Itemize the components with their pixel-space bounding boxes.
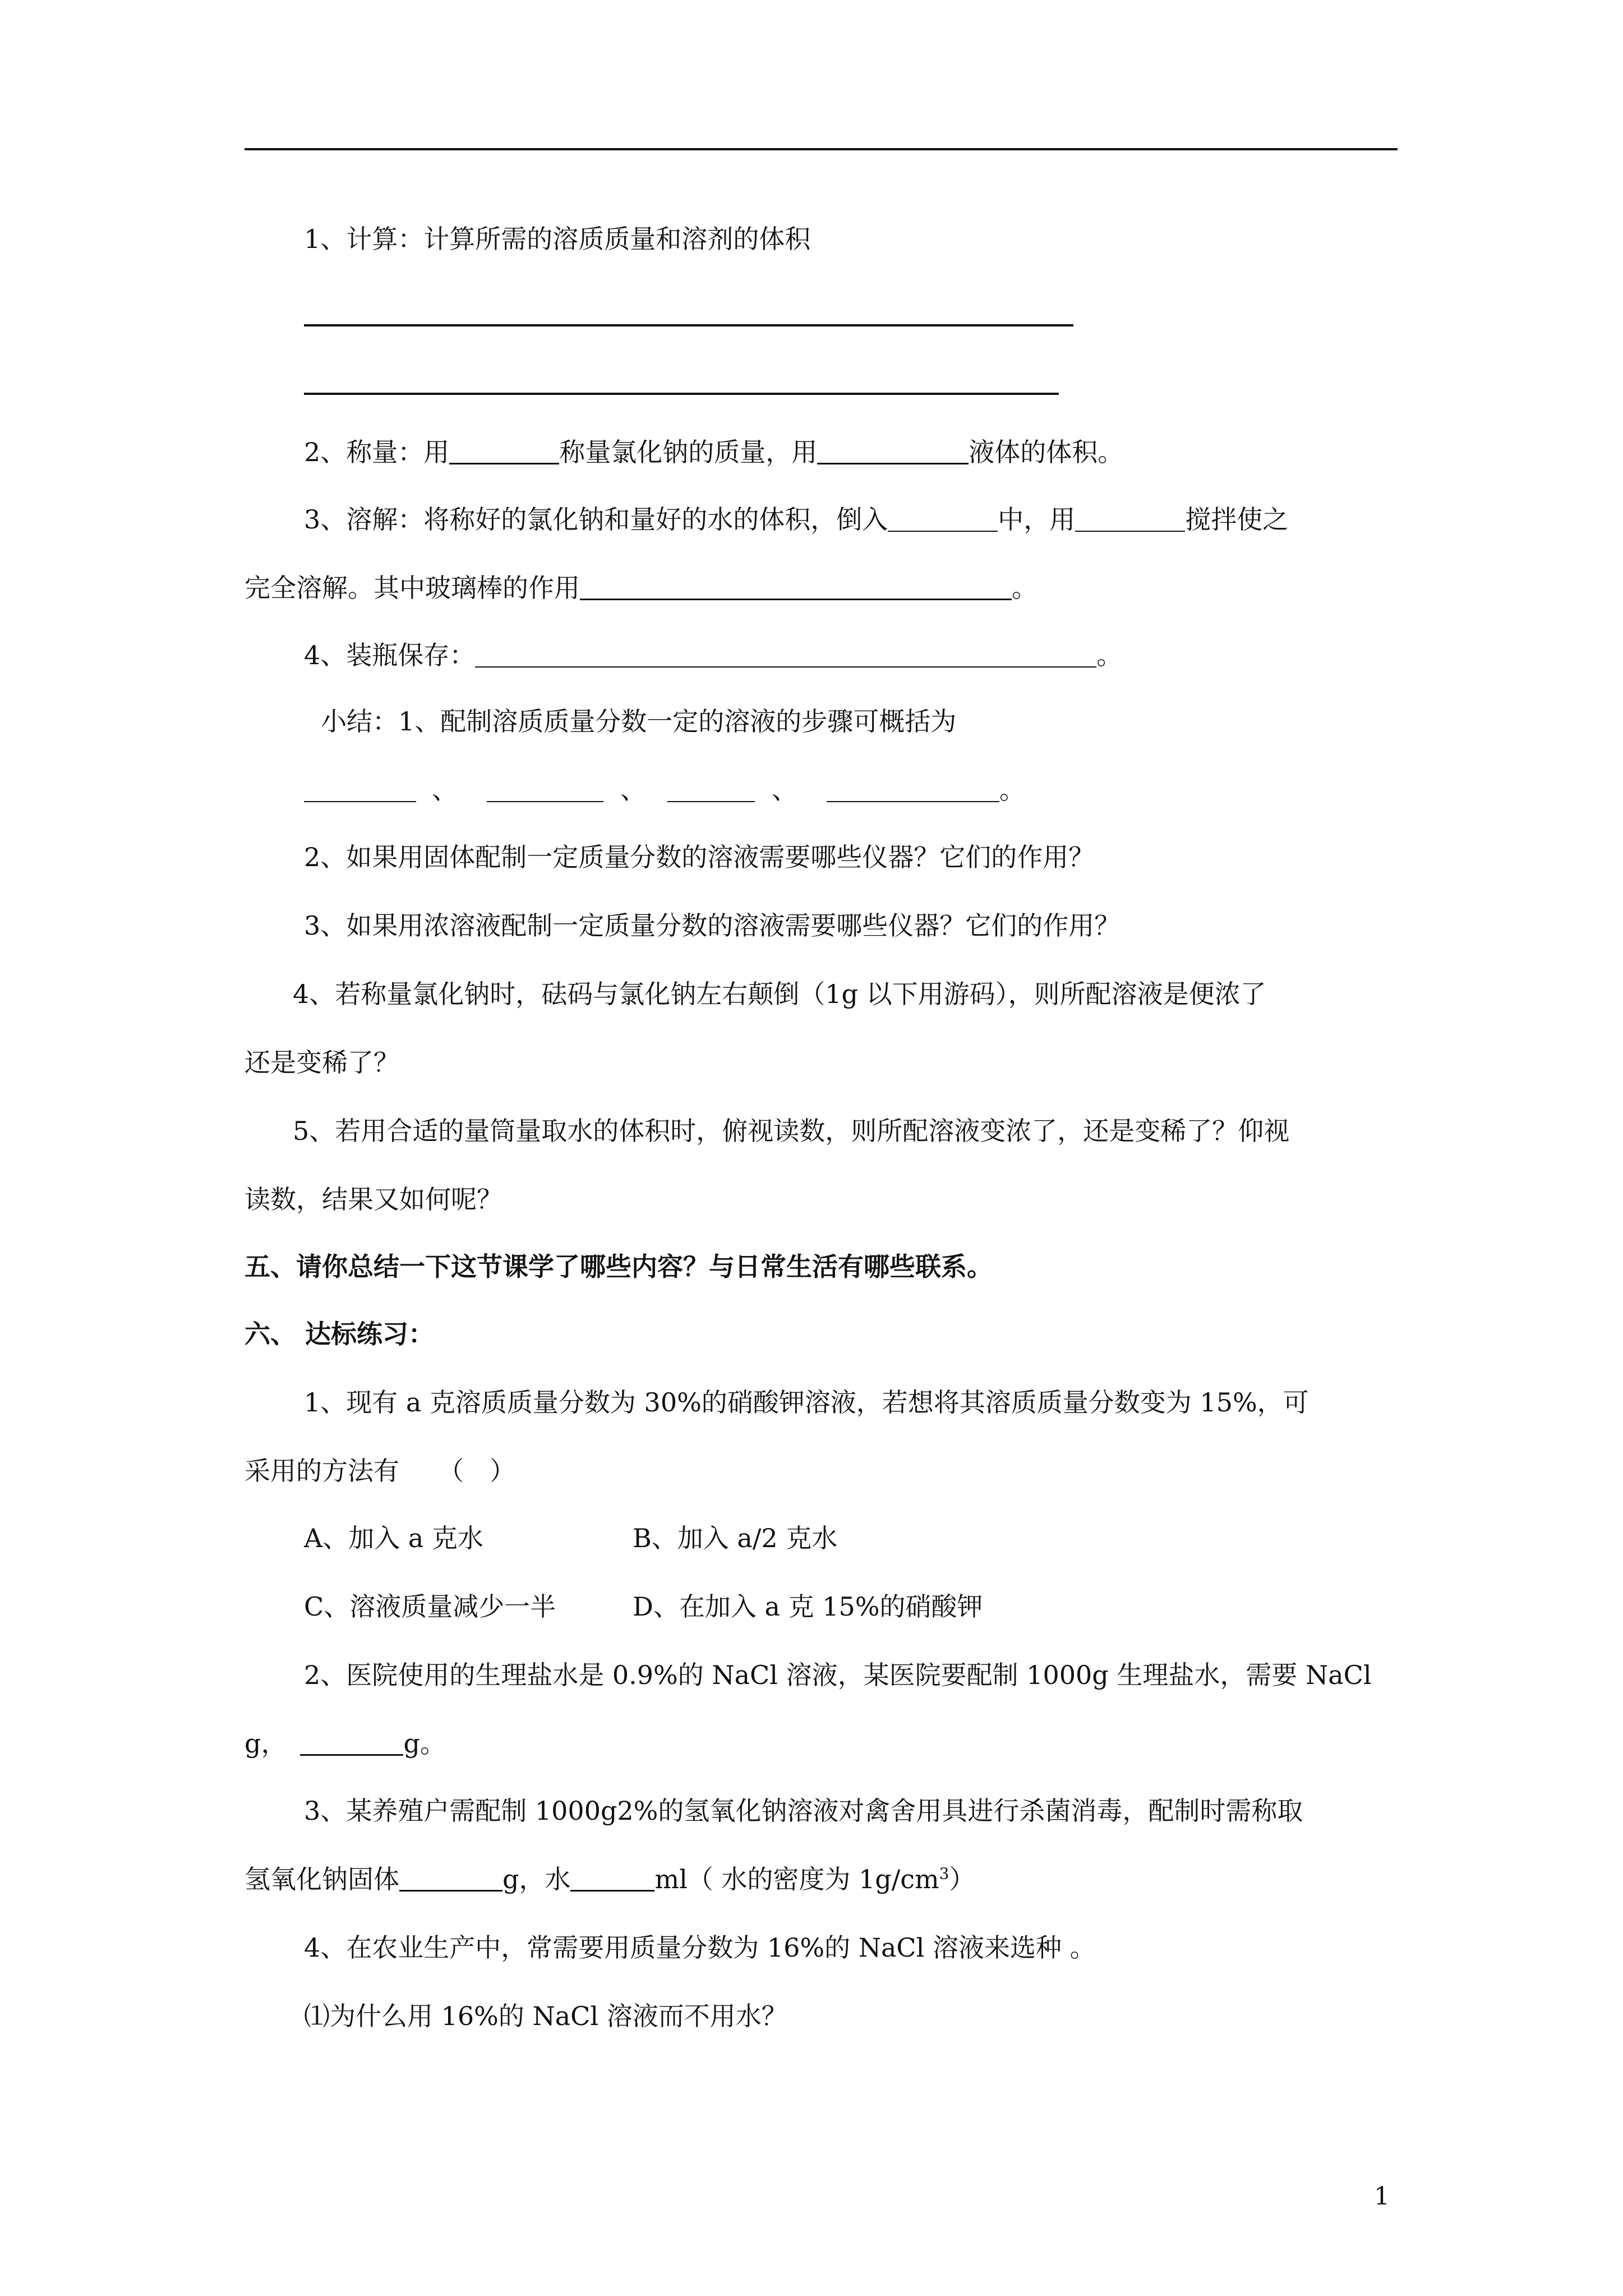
ex2-line2a: g， <box>245 1728 287 1759</box>
page-number: 1 <box>1374 2182 1390 2211</box>
sep-1: 、 <box>432 775 458 805</box>
blank-naoh-mass <box>399 1865 502 1892</box>
answer-line-2 <box>304 393 1059 395</box>
step2-part1: 2、称量：用 <box>304 437 450 467</box>
blank-glass-rod-role <box>580 574 1012 600</box>
blank-step-c <box>667 776 755 802</box>
ex3-line2 <box>245 1864 975 1895</box>
step3-part1: 3、溶解：将称好的氯化钠和量好的水的体积，倒入 <box>304 504 888 535</box>
blank-step-a <box>304 776 416 802</box>
step4-line <box>304 639 1122 671</box>
ex3-line2d: ） <box>949 1864 975 1894</box>
ex1-line1: 1、现有 a 克溶质质量分数为 30%的硝酸钾溶液，若想将其溶质质量分数变为 15%，可 <box>304 1387 1309 1418</box>
blank-measuring-tool <box>817 438 969 464</box>
ex3-line1: 3、某养殖户需配制 1000g2%的氢氧化钠溶液对禽舍用具进行杀菌消毒，配制时需称取 <box>304 1796 1303 1826</box>
blank-nacl-mass <box>300 1729 403 1756</box>
ex1-option-b: B、加入 a/2 克水 <box>633 1523 838 1553</box>
ex4-sub1: ⑴为什么用 16%的 NaCl 溶液而不用水？ <box>304 2001 787 2031</box>
blank-water-volume <box>570 1865 654 1892</box>
blank-weighing-tool <box>449 438 559 464</box>
ex3-line2c: ml（ 水的密度为 1g/cm <box>654 1864 939 1894</box>
summary-q5-line2: 读数，结果又如何呢？ <box>245 1184 502 1214</box>
section5-heading: 五、请你总结一下这节课学了哪些内容？与日常生活有哪些联系。 <box>245 1251 993 1282</box>
blank-step-d <box>827 776 999 802</box>
blank-container <box>888 506 998 532</box>
step2-part3: 液体的体积。 <box>969 437 1124 467</box>
ex2-line2b: g。 <box>403 1728 446 1759</box>
step2-part2: 称量氯化钠的质量，用 <box>559 437 818 467</box>
header-rule <box>245 148 1398 150</box>
section6-heading: 六、 达标练习： <box>245 1319 435 1349</box>
step3-line2 <box>245 572 1038 604</box>
answer-line-1 <box>304 324 1073 326</box>
blank-bottling <box>475 642 1096 668</box>
summary-q4-line2: 还是变稀了？ <box>245 1047 399 1078</box>
step1-label: 1、计算：计算所需的溶质质量和溶剂的体积 <box>304 224 811 254</box>
summary-q4-line1: 4、若称量氯化钠时，砝码与氯化钠左右颠倒（1g 以下用游码），则所配溶液是便浓了 <box>293 979 1266 1009</box>
step4-label: 4、装瓶保存： <box>304 640 476 670</box>
ex2-line2 <box>245 1728 446 1759</box>
ex1-option-d: D、在加入 a 克 15%的硝酸钾 <box>633 1591 983 1622</box>
ex1-line2: 采用的方法有 （ ） <box>245 1456 515 1486</box>
step3-part2: 中，用 <box>998 504 1076 535</box>
step3-line1 <box>304 504 1288 535</box>
ex3-superscript: 3 <box>939 1864 949 1883</box>
step3-end: 。 <box>1012 573 1038 603</box>
summary-steps-blanks <box>304 774 1025 806</box>
blank-stirrer <box>1075 506 1185 532</box>
step3-part3: 搅拌使之 <box>1185 504 1289 535</box>
step4-end: 。 <box>1096 640 1123 670</box>
step3-line2-text: 完全溶解。其中玻璃棒的作用 <box>245 573 580 603</box>
ex3-line2b: g，水 <box>502 1864 571 1894</box>
summary-end: 。 <box>999 775 1025 805</box>
summary-intro: 小结：1、配制溶质质量分数一定的溶液的步骤可概括为 <box>321 706 957 737</box>
blank-step-b <box>487 776 603 802</box>
sep-2: 、 <box>620 775 646 805</box>
step2-text <box>304 436 1123 468</box>
ex1-option-a: A、加入 a 克水 <box>304 1523 483 1553</box>
ex2-line1: 2、医院使用的生理盐水是 0.9%的 NaCl 溶液，某医院要配制 1000g 生理盐水，需要 NaCl <box>304 1660 1372 1690</box>
summary-q3: 3、如果用浓溶液配制一定质量分数的溶液需要哪些仪器？它们的作用？ <box>304 910 1121 941</box>
sep-3: 、 <box>772 775 797 805</box>
ex4-line1: 4、在农业生产中，常需要用质量分数为 16%的 NaCl 溶液来选种 。 <box>304 1932 1096 1963</box>
ex3-line2a: 氢氧化钠固体 <box>245 1864 399 1894</box>
summary-q5-line1: 5、若用合适的量筒量取水的体积时，俯视读数，则所配溶液变浓了，还是变稀了？仰视 <box>293 1116 1290 1146</box>
summary-q2: 2、如果用固体配制一定质量分数的溶液需要哪些仪器？它们的作用？ <box>304 842 1095 872</box>
ex1-option-c: C、溶液质量减少一半 <box>304 1591 556 1622</box>
